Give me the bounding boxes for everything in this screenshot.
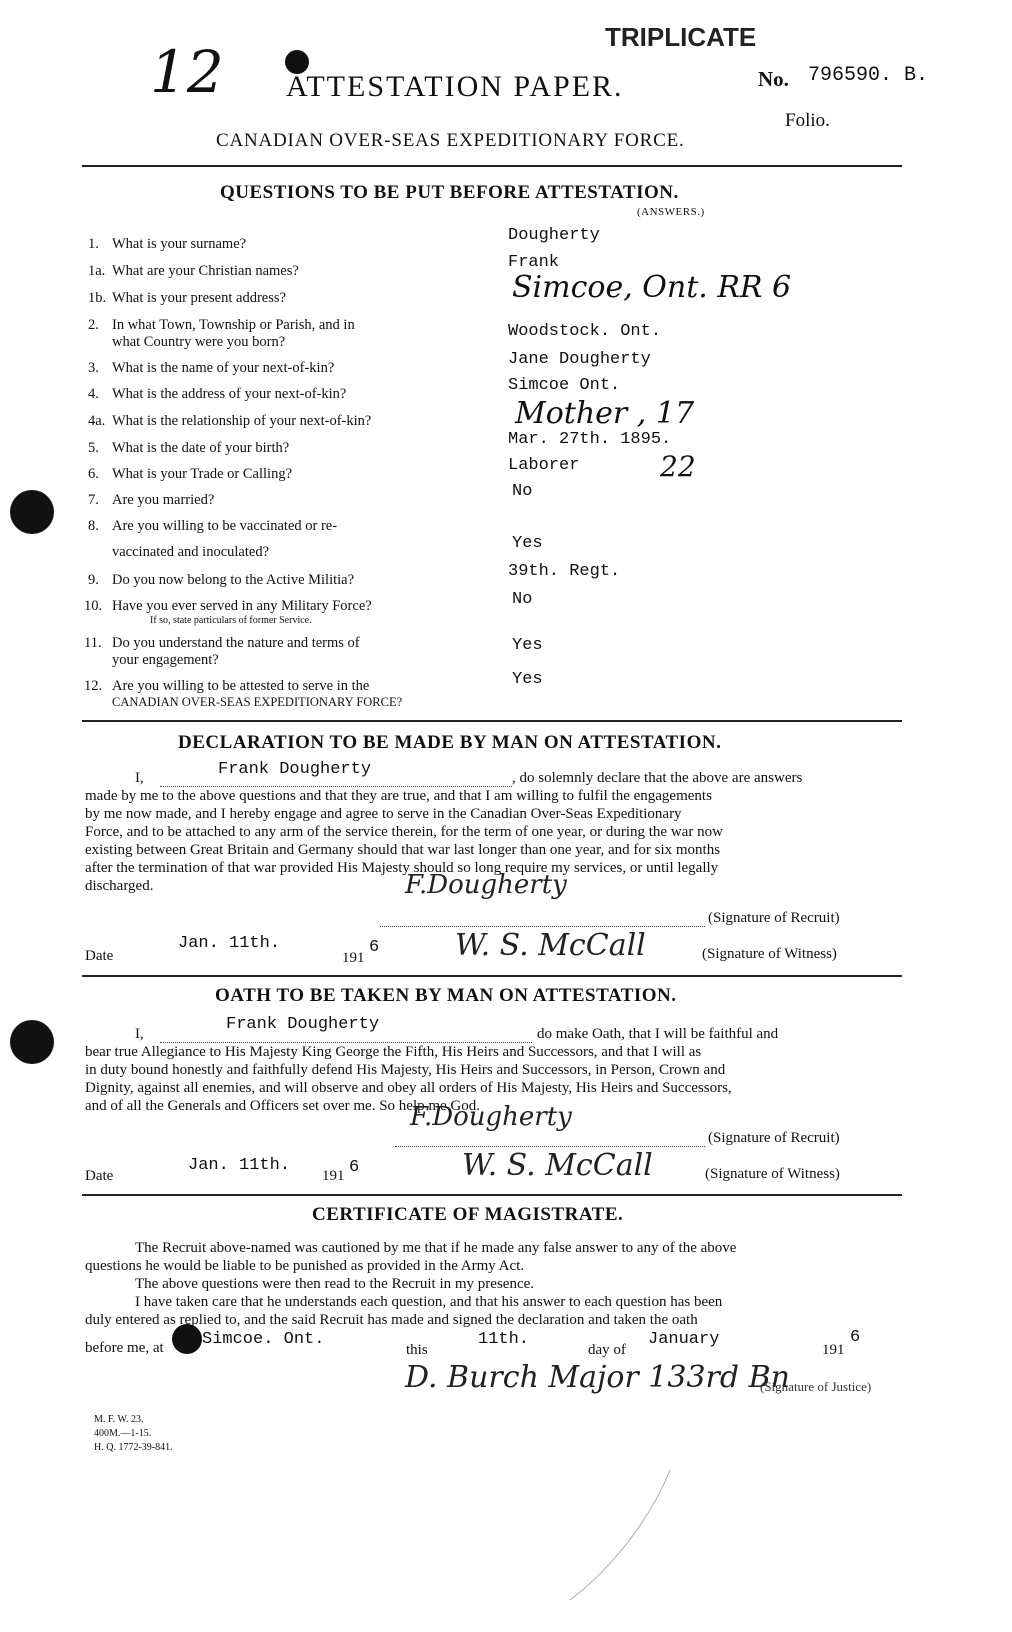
year-prefix: 191	[822, 1342, 845, 1358]
certificate-line: I have taken care that he understands each question, and that his answer to each question has been	[135, 1294, 723, 1310]
oath-i: I,	[135, 1026, 144, 1042]
age-note: 22	[660, 450, 696, 483]
oath-heading: OATH TO BE TAKEN BY MAN ON ATTESTATION.	[215, 985, 677, 1006]
justice-signature: D. Burch Major 133rd Bn	[405, 1360, 790, 1395]
this-label: this	[406, 1342, 428, 1358]
question-text-continued: vaccinated and inoculated?	[112, 544, 270, 560]
oath-line: bear true Allegiance to His Majesty King George the Fifth, His Heirs and Successors, and that I will as	[85, 1044, 702, 1060]
certificate-line: The Recruit above-named was cautioned by me that if he made any false answer to any of the above	[135, 1240, 737, 1256]
question-text: Have you ever served in any Military Force?	[112, 598, 372, 614]
divider	[82, 720, 902, 722]
declaration-line: existing between Great Britain and Germany should that war last longer than one year, and for six months	[85, 842, 721, 858]
question-number: 10.	[84, 598, 103, 614]
triplicate-stamp: TRIPLICATE	[605, 22, 757, 52]
certificate-line: The above questions were then read to the Recruit in my presence.	[135, 1276, 535, 1292]
question-number: 6.	[88, 466, 99, 482]
year-digit: 6	[349, 1158, 360, 1177]
oath-line: and of all the Generals and Officers set over me. So help me God.	[85, 1098, 481, 1114]
certificate-day: 11th.	[478, 1330, 530, 1349]
answer-militia: 39th. Regt.	[508, 562, 621, 581]
year-prefix: 191	[322, 1168, 345, 1184]
certificate-place: Simcoe. Ont.	[202, 1330, 325, 1349]
form-code: 400M.—1-15.	[94, 1428, 152, 1439]
question-text: What is the date of your birth?	[112, 440, 290, 456]
fill-line	[160, 1042, 532, 1043]
question-number: 3.	[88, 360, 99, 376]
question-number: 11.	[84, 635, 102, 651]
question-text: What is your Trade or Calling?	[112, 466, 293, 482]
question-text: What is the address of your next-of-kin?	[112, 386, 347, 402]
pencil-stroke	[560, 1460, 680, 1610]
question-text-continued: CANADIAN OVER-SEAS EXPEDITIONARY FORCE?	[112, 695, 403, 709]
oath-line: in duty bound honestly and faithfully defend His Majesty, His Heirs and Successors, in Person, Crown and	[85, 1062, 726, 1078]
question-number: 4a.	[88, 413, 106, 429]
recruit-signature: F.Dougherty	[410, 1102, 572, 1132]
divider	[82, 1194, 902, 1196]
answer-married: No	[512, 482, 533, 501]
declaration-line: , do solemnly declare that the above are answers	[512, 770, 803, 786]
fill-line	[380, 926, 705, 927]
recruit-signature-label: (Signature of Recruit)	[708, 1130, 840, 1146]
fill-line	[160, 786, 512, 787]
answer-trade: Laborer	[508, 456, 580, 475]
recruit-signature-label: (Signature of Recruit)	[708, 910, 840, 926]
answer-surname: Dougherty	[508, 226, 600, 245]
year-digit: 6	[850, 1328, 861, 1347]
answers-label: (ANSWERS.)	[637, 206, 705, 218]
witness-signature: W. S. McCall	[462, 1148, 653, 1183]
question-number: 1b.	[88, 290, 107, 306]
declaration-i: I,	[135, 770, 144, 786]
certificate-month: January	[648, 1330, 720, 1349]
number-value: 796590. B.	[808, 64, 929, 87]
question-text: What is the name of your next-of-kin?	[112, 360, 335, 376]
question-number: 2.	[88, 317, 99, 333]
fill-line	[395, 1146, 705, 1147]
witness-signature-label: (Signature of Witness)	[705, 1166, 840, 1182]
question-text: What is your present address?	[112, 290, 286, 306]
answer-willing: Yes	[512, 670, 543, 689]
date-label: Date	[85, 948, 114, 964]
answer-understand: Yes	[512, 636, 543, 655]
answer-next-of-kin-address: Simcoe Ont.	[508, 376, 621, 395]
question-text: What are your Christian names?	[112, 263, 299, 279]
question-number: 9.	[88, 572, 99, 588]
declaration-line: after the termination of that war provided His Majesty should so long require my services, or until legally	[85, 860, 719, 876]
divider	[82, 975, 902, 977]
answer-present-address: Simcoe, Ont. RR 6	[512, 270, 792, 305]
certificate-heading: CERTIFICATE OF MAGISTRATE.	[312, 1204, 624, 1225]
form-code: M. F. W. 23.	[94, 1414, 144, 1425]
question-text: Are you married?	[112, 492, 215, 508]
number-label: No.	[758, 67, 789, 91]
page-subtitle: CANADIAN OVER-SEAS EXPEDITIONARY FORCE.	[216, 130, 685, 151]
question-number: 4.	[88, 386, 99, 402]
question-number: 1a.	[88, 263, 106, 279]
question-text: What is your surname?	[112, 236, 247, 252]
question-text-continued: your engagement?	[112, 652, 219, 668]
divider	[82, 165, 902, 167]
declaration-heading: DECLARATION TO BE MADE BY MAN ON ATTESTATION.	[178, 732, 722, 753]
question-text: Are you willing to be vaccinated or re-	[112, 518, 338, 534]
justice-signature-label: (Signature of Justice)	[760, 1379, 872, 1394]
oath-date: Jan. 11th.	[188, 1156, 291, 1175]
declaration-line: discharged.	[85, 878, 154, 894]
declaration-name: Frank Dougherty	[218, 760, 372, 779]
witness-signature-label: (Signature of Witness)	[702, 946, 837, 962]
answer-christian-names: Frank	[508, 253, 560, 272]
punch-hole	[10, 490, 54, 534]
answer-served: No	[512, 590, 533, 609]
question-note: If so, state particulars of former Service.	[150, 615, 312, 626]
question-text: Do you now belong to the Active Militia?	[112, 572, 355, 588]
page-title: ATTESTATION PAPER.	[286, 70, 624, 103]
question-text: What is the relationship of your next-of-kin?	[112, 413, 372, 429]
question-number: 8.	[88, 518, 99, 534]
question-text: Are you willing to be attested to serve in the	[112, 678, 370, 694]
day-of-label: day of	[588, 1342, 626, 1358]
question-text: Do you understand the nature and terms of	[112, 635, 360, 651]
year-prefix: 191	[342, 950, 365, 966]
question-text: In what Town, Township or Parish, and in	[112, 317, 355, 333]
punch-hole	[10, 1020, 54, 1064]
answer-birth-date: Mar. 27th. 1895.	[508, 430, 672, 449]
question-number: 12.	[84, 678, 103, 694]
declaration-line: made by me to the above questions and that they are true, and that I am willing to fulfil the engagements	[85, 788, 712, 804]
question-number: 7.	[88, 492, 99, 508]
folio-mark: 12	[150, 38, 224, 106]
question-text-continued: what Country were you born?	[112, 334, 286, 350]
questions-heading: QUESTIONS TO BE PUT BEFORE ATTESTATION.	[220, 182, 679, 203]
answer-vaccinated: Yes	[512, 534, 543, 553]
answer-next-of-kin: Jane Dougherty	[508, 350, 651, 369]
date-label: Date	[85, 1168, 114, 1184]
question-number: 1.	[88, 236, 99, 252]
oath-name: Frank Dougherty	[226, 1015, 380, 1034]
answer-relationship: Mother , 17	[515, 396, 695, 431]
answer-birthplace: Woodstock. Ont.	[508, 322, 662, 341]
certificate-line: questions he would be liable to be punished as provided in the Army Act.	[85, 1258, 525, 1274]
witness-signature: W. S. McCall	[455, 928, 646, 963]
recruit-signature: F.Dougherty	[405, 870, 567, 900]
declaration-line: Force, and to be attached to any arm of the service therein, for the term of one year, or during the war now	[85, 824, 723, 840]
declaration-date: Jan. 11th.	[178, 934, 281, 953]
form-code: H. Q. 1772-39-841.	[94, 1442, 173, 1453]
declaration-line: by me now made, and I hereby engage and agree to serve in the Canadian Over-Seas Expeditionary	[85, 806, 682, 822]
folio-label: Folio.	[785, 110, 830, 131]
before-me-label: before me, at	[85, 1340, 164, 1356]
oath-line: Dignity, against all enemies, and will observe and obey all orders of His Majesty, His Heirs and Successors,	[85, 1080, 732, 1096]
question-number: 5.	[88, 440, 99, 456]
oath-line: do make Oath, that I will be faithful and	[537, 1026, 779, 1042]
year-digit: 6	[369, 938, 380, 957]
certificate-line: duly entered as replied to, and the said Recruit has made and signed the declaration and taken the oath	[85, 1312, 698, 1328]
